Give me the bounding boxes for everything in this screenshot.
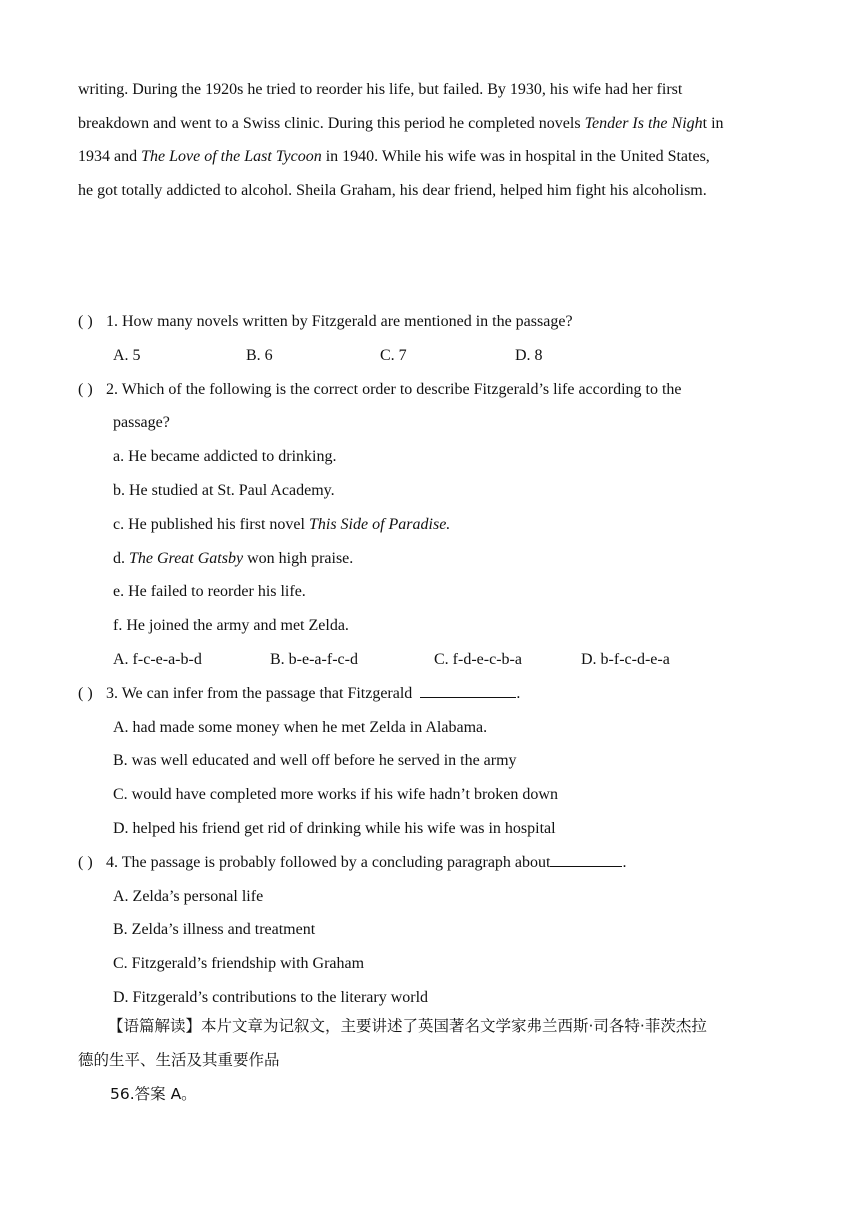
answer-blank[interactable] — [550, 850, 622, 867]
option-d[interactable]: D. 8 — [515, 346, 543, 364]
answer-bracket[interactable]: ( ) — [78, 684, 93, 702]
novel-title: The Love of the Last Tycoon — [141, 148, 322, 166]
question-1-options — [78, 343, 784, 377]
answer-blank[interactable] — [420, 681, 516, 698]
option-b[interactable]: B. 6 — [246, 346, 273, 364]
passage-line: he got totally addicted to alcohol. Sheila Graham, his dear friend, helped him fight his alcoholism. — [78, 181, 707, 199]
question-4 — [78, 850, 784, 884]
event-item-f: f. He joined the army and met Zelda. — [113, 617, 349, 635]
event-item-b: b. He studied at St. Paul Academy. — [113, 481, 335, 499]
option-a[interactable]: A. Zelda’s personal life — [113, 887, 264, 905]
reading-passage — [78, 73, 784, 207]
novel-title: Tender Is the Nigh — [584, 114, 703, 132]
option-c[interactable]: C. 7 — [380, 346, 407, 364]
answer-bracket[interactable]: ( ) — [78, 313, 93, 330]
passage-paragraph — [78, 73, 784, 207]
option-d[interactable]: D. Fitzgerald’s contributions to the literary world — [113, 988, 429, 1006]
passage-line: writing. During the 1920s he tried to reorder his life, but failed. By 1930, his wife had her first — [78, 81, 683, 98]
option-b[interactable]: B. b-e-a-f-c-d — [270, 650, 358, 668]
passage-text: t in — [702, 114, 724, 132]
event-item-e: e. He failed to reorder his life. — [113, 583, 306, 601]
option-d[interactable]: D. b-f-c-d-e-a — [581, 650, 670, 668]
option-b[interactable]: B. Zelda’s illness and treatment — [113, 921, 316, 939]
event-text: won high praise. — [243, 549, 354, 567]
option-a[interactable]: A. had made some money when he met Zelda in Alabama. — [113, 718, 488, 736]
passage-analysis — [78, 1013, 784, 1115]
option-c[interactable]: C. Fitzgerald’s friendship with Graham — [113, 955, 365, 973]
question-2-options — [78, 647, 784, 681]
question-stem-end: . — [516, 684, 521, 702]
option-d[interactable]: D. helped his friend get rid of drinking while his wife was in hospital — [113, 819, 556, 837]
event-text: c. He published his first novel — [113, 515, 309, 533]
option-c[interactable]: C. f-d-e-c-b-a — [434, 650, 522, 668]
event-item-d — [78, 546, 784, 580]
passage-text: 1934 and — [78, 148, 142, 166]
novel-title: This Side of Paradise. — [308, 515, 451, 533]
question-stem: 4. The passage is probably followed by a concluding paragraph about — [106, 853, 551, 871]
question-stem: 1. How many novels written by Fitzgerald are mentioned in the passage? — [106, 313, 573, 330]
passage-line — [78, 107, 784, 141]
event-text: d. — [113, 549, 129, 567]
question-stem-end: . — [622, 853, 627, 871]
option-a[interactable]: A. f-c-e-a-b-d — [113, 650, 202, 668]
option-a[interactable]: A. 5 — [113, 346, 141, 364]
event-item-c — [78, 512, 784, 546]
analysis-line: 德的生平、生活及其重要作品 — [78, 1051, 280, 1069]
passage-text: in 1940. While his wife was in hospital in the United States, — [321, 148, 710, 166]
novel-title: The Great Gatsby — [129, 549, 244, 567]
question-list — [78, 309, 784, 1019]
question-2 — [78, 377, 784, 411]
option-c[interactable]: C. would have completed more works if his wife hadn’t broken down — [113, 786, 558, 804]
passage-line — [78, 140, 784, 174]
passage-text: breakdown and went to a Swiss clinic. During this period he completed novels — [78, 114, 585, 132]
answer-key: 56.答案 A。 — [110, 1085, 197, 1103]
answer-bracket[interactable]: ( ) — [78, 853, 93, 871]
analysis-line: 【语篇解读】本片文章为记叙文，主要讲述了英国著名文学家弗兰西斯·司各特·菲茨杰拉 — [108, 1017, 707, 1035]
question-stem: 3. We can infer from the passage that Fitzgerald — [106, 684, 413, 702]
question-stem-continued: passage? — [113, 414, 170, 432]
option-b[interactable]: B. was well educated and well off before he served in the army — [113, 752, 517, 770]
question-3 — [78, 681, 784, 715]
event-item-a: a. He became addicted to drinking. — [113, 448, 337, 466]
answer-bracket[interactable]: ( ) — [78, 380, 93, 398]
question-stem: 2. Which of the following is the correct order to describe Fitzgerald’s life according to the — [106, 380, 682, 398]
question-1 — [78, 309, 784, 343]
